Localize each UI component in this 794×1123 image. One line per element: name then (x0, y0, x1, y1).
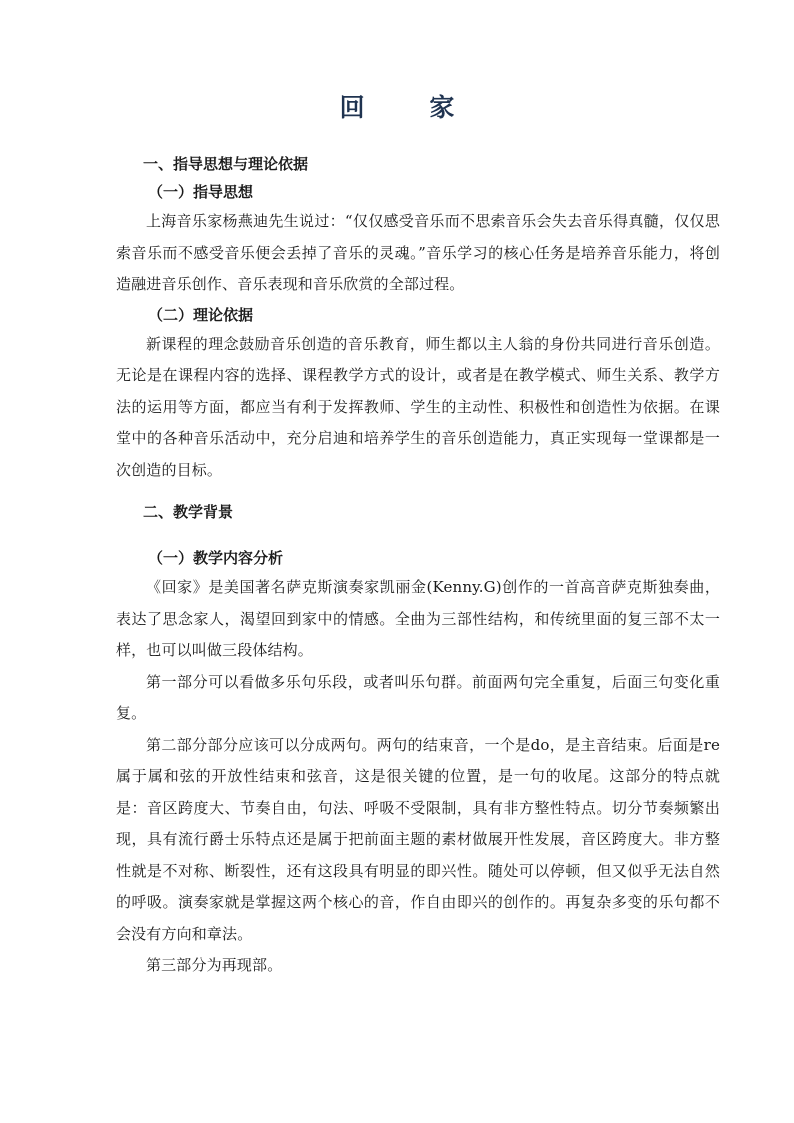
section-heading-guiding-ideas: 一、指导思想与理论依据 (143, 155, 309, 173)
subsection-heading-guiding-ideas: （一）指导思想 (148, 183, 254, 201)
paragraph-guiding-ideas: 上海音乐家杨燕迪先生说过：“仅仅感受音乐而不思索音乐会失去音乐得真髓，仅仅思索音乐而不感受音乐便会丢掉了音乐的灵魂。”音乐学习的核心任务是培养音乐能力，将创造融进音乐创作、音乐表现和音乐欣赏的全部过程。 (116, 212, 720, 293)
paragraph-content-analysis-2: 第一部分可以看做多乐句乐段，或者叫乐句群。前面两句完全重复，后面三句变化重复。 (116, 672, 720, 722)
document-title: 回 家 (339, 93, 483, 122)
paragraph-content-analysis-1: 《回家》是美国著名萨克斯演奏家凯丽金(Kenny.G)创作的一首高音萨克斯独奏曲，表达了思念家人，渴望回到家中的情感。全曲为三部性结构，和传统里面的复三部不太一样，也可以叫做三段体结构。 (116, 578, 720, 659)
subsection-heading-theory: （二）理论依据 (148, 305, 254, 324)
subsection-heading-content-analysis: （一）教学内容分析 (148, 549, 284, 567)
paragraph-content-analysis-3: 第二部分部分应该可以分成两句。两句的结束音，一个是do，是主音结束。后面是re属于属和弦的开放性结束和弦音，这是很关键的位置，是一句的收尾。这部分的特点就是：音区跨度大、节奏自由，句法、呼吸不受限制，具有非方整性特点。切分节奏频繁出现，具有流行爵士乐特点还是属于把前面主题的素材做展开性发展，音区跨度大。非方整性就是不对称、断裂性，还有这段具有明显的即兴性。随处可以停顿，但又似乎无法自然的呼吸。演奏家就是掌握这两个核心的音，作自由即兴的创作的。再复杂多变的乐句都不会没有方向和章法。 (116, 735, 720, 943)
paragraph-theory: 新课程的理念鼓励音乐创造的音乐教育，师生都以主人翁的身份共同进行音乐创造。无论是在课程内容的选择、课程教学方式的设计，或者是在教学模式、师生关系、教学方法的运用等方面，都应当有利于发挥教师、学生的主动性、积极性和创造性为依据。在课堂中的各种音乐活动中，充分启迪和培养学生的音乐创造能力，真正实现每一堂课都是一次创造的目标。 (116, 334, 720, 479)
document-body (116, 150, 720, 982)
section-heading-teaching-background: 二、教学背景 (143, 503, 234, 521)
paragraph-content-analysis-4: 第三部分为再现部。 (146, 956, 283, 974)
